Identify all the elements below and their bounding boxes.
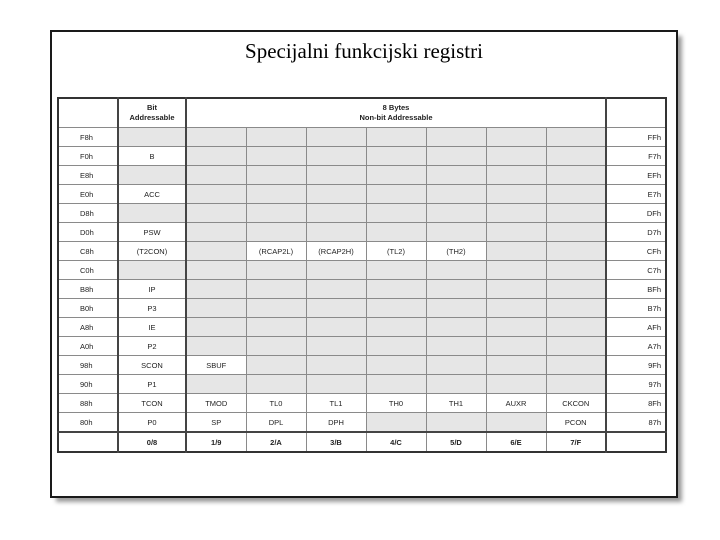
table-row bbox=[58, 337, 666, 356]
row-address-end: FFh bbox=[606, 128, 666, 147]
register-cell: IP bbox=[118, 280, 186, 299]
register-cell bbox=[366, 204, 426, 223]
register-cell: (TL2) bbox=[366, 242, 426, 261]
register-cell bbox=[306, 204, 366, 223]
row-address-start: E8h bbox=[58, 166, 118, 185]
register-cell bbox=[186, 280, 246, 299]
row-address-end: F7h bbox=[606, 147, 666, 166]
row-address-end: D7h bbox=[606, 223, 666, 242]
row-address-start: C8h bbox=[58, 242, 118, 261]
table-row bbox=[58, 375, 666, 394]
register-cell bbox=[186, 223, 246, 242]
register-cell bbox=[186, 299, 246, 318]
register-cell bbox=[306, 261, 366, 280]
row-address-start: B8h bbox=[58, 280, 118, 299]
register-cell bbox=[306, 223, 366, 242]
column-offset-label: 4/C bbox=[366, 432, 426, 452]
column-offset-label: 2/A bbox=[246, 432, 306, 452]
register-cell: (T2CON) bbox=[118, 242, 186, 261]
row-address-end: 8Fh bbox=[606, 394, 666, 413]
register-cell bbox=[306, 318, 366, 337]
register-cell bbox=[546, 185, 606, 204]
register-cell bbox=[246, 128, 306, 147]
register-cell bbox=[366, 147, 426, 166]
register-cell bbox=[426, 147, 486, 166]
footer-blank-right bbox=[606, 432, 666, 452]
row-address-end: 87h bbox=[606, 413, 666, 433]
register-cell bbox=[306, 128, 366, 147]
register-cell bbox=[366, 318, 426, 337]
register-cell: P3 bbox=[118, 299, 186, 318]
table-row bbox=[58, 147, 666, 166]
register-cell: SBUF bbox=[186, 356, 246, 375]
table-row bbox=[58, 394, 666, 413]
row-address-start: A0h bbox=[58, 337, 118, 356]
register-cell bbox=[366, 375, 426, 394]
register-cell bbox=[186, 375, 246, 394]
register-cell bbox=[426, 128, 486, 147]
footer-row bbox=[58, 432, 666, 452]
register-cell bbox=[426, 185, 486, 204]
table-row bbox=[58, 185, 666, 204]
register-cell bbox=[546, 261, 606, 280]
register-cell bbox=[486, 356, 546, 375]
register-cell bbox=[546, 166, 606, 185]
register-cell bbox=[186, 128, 246, 147]
register-cell bbox=[186, 242, 246, 261]
register-cell bbox=[186, 185, 246, 204]
register-cell: (RCAP2L) bbox=[246, 242, 306, 261]
slide-title: Specijalni funkcijski registri bbox=[245, 39, 483, 63]
register-cell: TMOD bbox=[186, 394, 246, 413]
register-cell bbox=[118, 166, 186, 185]
register-cell: SP bbox=[186, 413, 246, 433]
row-address-start: B0h bbox=[58, 299, 118, 318]
register-cell bbox=[366, 299, 426, 318]
header-non-bit-addressable: 8 Bytes Non-bit Addressable bbox=[186, 98, 606, 128]
row-address-start: E0h bbox=[58, 185, 118, 204]
register-cell: CKCON bbox=[546, 394, 606, 413]
register-cell bbox=[486, 128, 546, 147]
column-offset-label: 6/E bbox=[486, 432, 546, 452]
register-cell bbox=[366, 356, 426, 375]
header-blank-left bbox=[58, 98, 118, 128]
register-cell bbox=[426, 280, 486, 299]
register-cell bbox=[366, 223, 426, 242]
register-cell bbox=[366, 261, 426, 280]
register-cell bbox=[546, 337, 606, 356]
register-cell bbox=[366, 128, 426, 147]
row-address-start: C0h bbox=[58, 261, 118, 280]
row-address-end: CFh bbox=[606, 242, 666, 261]
row-address-start: 98h bbox=[58, 356, 118, 375]
row-address-end: E7h bbox=[606, 185, 666, 204]
register-cell bbox=[546, 147, 606, 166]
table-row bbox=[58, 128, 666, 147]
register-cell bbox=[486, 413, 546, 433]
register-cell bbox=[306, 356, 366, 375]
register-cell bbox=[186, 337, 246, 356]
column-offset-label: 5/D bbox=[426, 432, 486, 452]
table-row bbox=[58, 318, 666, 337]
register-cell bbox=[306, 280, 366, 299]
register-cell bbox=[186, 204, 246, 223]
register-cell bbox=[246, 166, 306, 185]
register-cell bbox=[486, 242, 546, 261]
column-offset-label: 3/B bbox=[306, 432, 366, 452]
row-address-end: B7h bbox=[606, 299, 666, 318]
row-address-start: 80h bbox=[58, 413, 118, 433]
register-cell bbox=[186, 166, 246, 185]
register-cell bbox=[546, 128, 606, 147]
header-blank-right bbox=[606, 98, 666, 128]
register-cell: SCON bbox=[118, 356, 186, 375]
register-cell bbox=[366, 166, 426, 185]
register-cell bbox=[546, 242, 606, 261]
row-address-start: 90h bbox=[58, 375, 118, 394]
register-cell: P1 bbox=[118, 375, 186, 394]
register-cell bbox=[546, 318, 606, 337]
register-cell bbox=[246, 280, 306, 299]
register-cell: P2 bbox=[118, 337, 186, 356]
register-cell bbox=[186, 147, 246, 166]
table-row bbox=[58, 356, 666, 375]
register-cell bbox=[366, 337, 426, 356]
register-cell bbox=[118, 261, 186, 280]
register-cell bbox=[186, 261, 246, 280]
register-cell bbox=[546, 299, 606, 318]
table-row bbox=[58, 166, 666, 185]
register-cell bbox=[546, 356, 606, 375]
register-cell bbox=[426, 204, 486, 223]
column-offset-label: 0/8 bbox=[118, 432, 186, 452]
register-cell bbox=[118, 204, 186, 223]
register-cell bbox=[246, 337, 306, 356]
register-cell bbox=[486, 318, 546, 337]
row-address-start: D8h bbox=[58, 204, 118, 223]
header-row bbox=[58, 98, 666, 128]
register-cell bbox=[186, 318, 246, 337]
register-cell: DPH bbox=[306, 413, 366, 433]
register-cell bbox=[486, 299, 546, 318]
row-address-start: 88h bbox=[58, 394, 118, 413]
register-cell bbox=[306, 147, 366, 166]
register-cell bbox=[246, 356, 306, 375]
register-cell bbox=[246, 261, 306, 280]
register-cell bbox=[546, 375, 606, 394]
register-cell bbox=[426, 413, 486, 433]
register-cell bbox=[486, 185, 546, 204]
row-address-start: A8h bbox=[58, 318, 118, 337]
register-cell: P0 bbox=[118, 413, 186, 433]
table-row bbox=[58, 299, 666, 318]
register-cell bbox=[246, 147, 306, 166]
table-row bbox=[58, 204, 666, 223]
register-cell bbox=[366, 413, 426, 433]
register-cell bbox=[546, 204, 606, 223]
column-offset-label: 7/F bbox=[546, 432, 606, 452]
register-cell: ACC bbox=[118, 185, 186, 204]
register-cell bbox=[246, 185, 306, 204]
register-cell bbox=[426, 356, 486, 375]
register-cell bbox=[366, 280, 426, 299]
register-cell bbox=[306, 166, 366, 185]
register-cell: AUXR bbox=[486, 394, 546, 413]
register-cell: PCON bbox=[546, 413, 606, 433]
row-address-end: C7h bbox=[606, 261, 666, 280]
sfr-table bbox=[57, 97, 667, 453]
register-cell bbox=[546, 280, 606, 299]
register-cell bbox=[306, 337, 366, 356]
register-cell bbox=[306, 299, 366, 318]
register-cell bbox=[426, 318, 486, 337]
row-address-end: BFh bbox=[606, 280, 666, 299]
register-cell bbox=[486, 147, 546, 166]
register-cell bbox=[426, 337, 486, 356]
register-cell bbox=[426, 299, 486, 318]
register-cell bbox=[486, 375, 546, 394]
register-cell bbox=[366, 185, 426, 204]
table-row bbox=[58, 413, 666, 433]
register-cell bbox=[426, 166, 486, 185]
register-cell bbox=[486, 261, 546, 280]
slide bbox=[50, 30, 678, 498]
row-address-start: D0h bbox=[58, 223, 118, 242]
register-cell bbox=[426, 223, 486, 242]
register-cell: TH1 bbox=[426, 394, 486, 413]
register-cell bbox=[486, 166, 546, 185]
register-cell: TL1 bbox=[306, 394, 366, 413]
register-cell bbox=[118, 128, 186, 147]
register-cell: TH0 bbox=[366, 394, 426, 413]
row-address-start: F0h bbox=[58, 147, 118, 166]
register-cell bbox=[426, 375, 486, 394]
register-cell: DPL bbox=[246, 413, 306, 433]
table-row bbox=[58, 261, 666, 280]
header-bit-addressable: Bit Addressable bbox=[118, 98, 186, 128]
row-address-end: 97h bbox=[606, 375, 666, 394]
row-address-end: 9Fh bbox=[606, 356, 666, 375]
column-offset-label: 1/9 bbox=[186, 432, 246, 452]
register-cell bbox=[306, 185, 366, 204]
register-cell bbox=[486, 223, 546, 242]
table-row bbox=[58, 242, 666, 261]
table-row bbox=[58, 280, 666, 299]
row-address-start: F8h bbox=[58, 128, 118, 147]
register-cell bbox=[246, 299, 306, 318]
register-cell: B bbox=[118, 147, 186, 166]
row-address-end: DFh bbox=[606, 204, 666, 223]
footer-blank-left bbox=[58, 432, 118, 452]
register-cell: TCON bbox=[118, 394, 186, 413]
row-address-end: EFh bbox=[606, 166, 666, 185]
table-row bbox=[58, 223, 666, 242]
register-cell bbox=[246, 318, 306, 337]
register-cell bbox=[546, 223, 606, 242]
register-cell bbox=[246, 223, 306, 242]
register-cell: IE bbox=[118, 318, 186, 337]
register-cell: PSW bbox=[118, 223, 186, 242]
row-address-end: A7h bbox=[606, 337, 666, 356]
register-cell bbox=[426, 261, 486, 280]
register-cell: (TH2) bbox=[426, 242, 486, 261]
register-cell bbox=[486, 280, 546, 299]
register-cell bbox=[486, 337, 546, 356]
register-cell bbox=[246, 375, 306, 394]
register-cell: TL0 bbox=[246, 394, 306, 413]
register-cell bbox=[486, 204, 546, 223]
register-cell bbox=[306, 375, 366, 394]
register-cell bbox=[246, 204, 306, 223]
register-cell: (RCAP2H) bbox=[306, 242, 366, 261]
row-address-end: AFh bbox=[606, 318, 666, 337]
